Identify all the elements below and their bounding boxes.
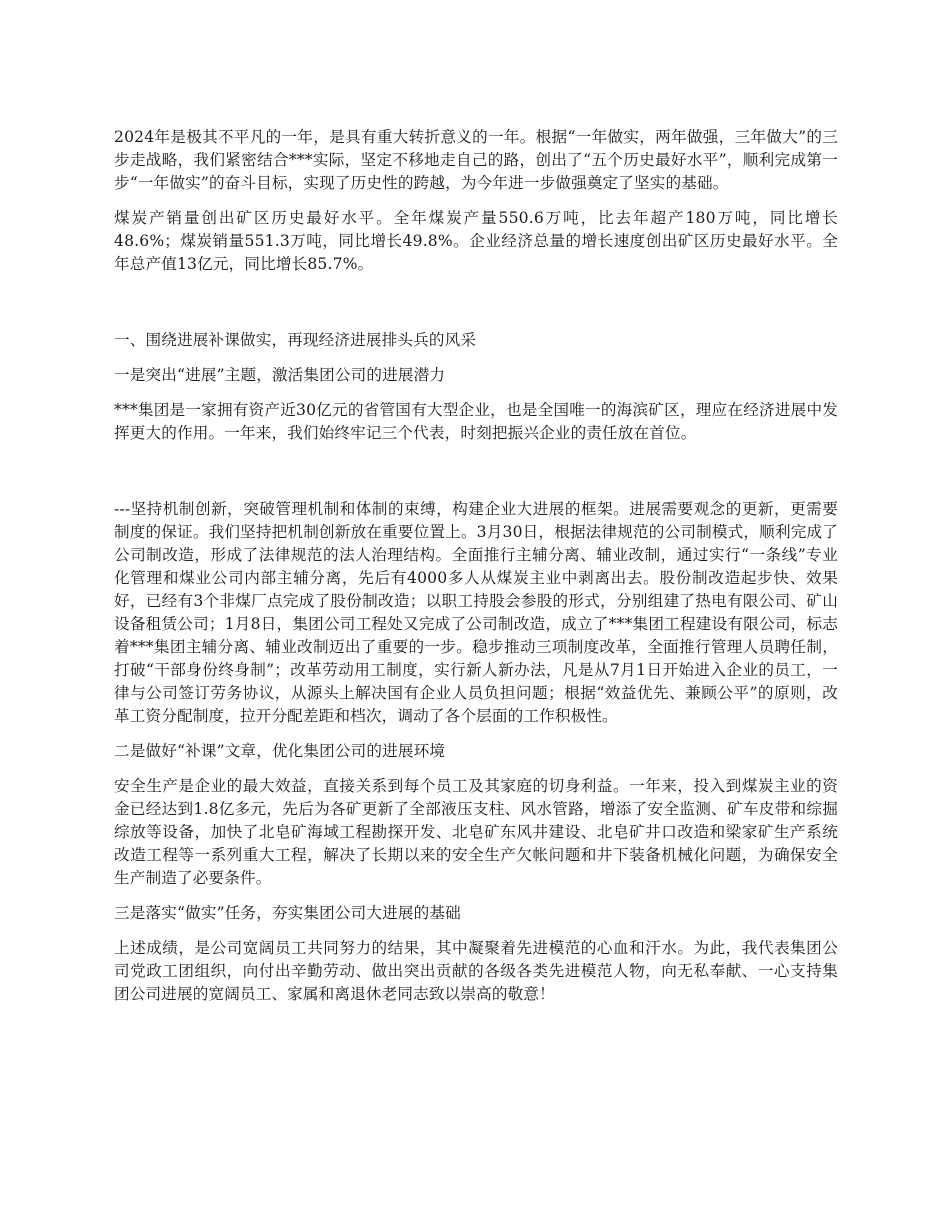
document-page [114, 126, 838, 1006]
subsection-heading-3: 三是落实“做实”任务，夯实集团公司大进展的基础 [114, 904, 461, 922]
paragraph-group-intro: ***集团是一家拥有资产近30亿元的省管国有大型企业，也是全国唯一的海滨矿区，理应在经济进展中发挥更大的作用。一年来，我们始终牢记三个代表，时刻把振兴企业的责任放在首位。 [114, 401, 838, 442]
paragraph-safety-production: 安全生产是企业的最大效益，直接关系到每个员工及其家庭的切身利益。一年来，投入到煤炭主业的资金已经达到1.8亿多元，先后为各矿更新了全部液压支柱、风水管路，增添了安全监测、矿车皮带和综掘综放等设备，加快了北皂矿海域工程勘探开发、北皂矿东风井建设、北皂矿井口改造和梁家矿生产系统改造工程等一系列重大工程，解决了长期以来的安全生产欠帐问题和井下装备机械化问题，为确保安全生产制造了必要条件。 [114, 777, 838, 887]
subsection-heading-2: 二是做好“补课”文章，优化集团公司的进展环境 [114, 742, 446, 760]
subsection-heading-1: 一是突出“进展”主题，激活集团公司的进展潜力 [114, 366, 446, 384]
section-heading-1: 一、围绕进展补课做实，再现经济进展排头兵的风采 [114, 331, 477, 349]
paragraph-mechanism-innovation: ---坚持机制创新，突破管理机制和体制的束缚，构建企业大进展的框架。进展需要观念的更新，更需要制度的保证。我们坚持把机制创新放在重要位置上。3月30日，根据法律规范的公司制模式，顺利完成了公司制改造，形成了法律规范的法人治理结构。全面推行主辅分离、辅业改制，通过实行“一条线”专业化管理和煤业公司内部主辅分离，先后有4000多人从煤炭主业中剥离出去。股份制改造起步快、效果好，已经有3个非煤厂点完成了股份制改造；以职工持股会参股的形式，分别组建了热电有限公司、矿山设备租赁公司；1月8日，集团公司工程处又完成了公司制改造，成立了***集团工程建设有限公司，标志着***集团主辅分离、辅业改制迈出了重要的一步。稳步推动三项制度改革，全面推行管理人员聘任制，打破“干部身份终身制”；改革劳动用工制度，实行新人新办法，凡是从7月1日开始进入企业的员工，一律与公司签订劳务协议，从源头上解决国有企业人员负担问题；根据“效益优先、兼顾公平”的原则，改革工资分配制度，拉开分配差距和档次，调动了各个层面的工作积极性。 [114, 500, 838, 725]
paragraph-coal-output: 煤炭产销量创出矿区历史最好水平。全年煤炭产量550.6万吨，比去年超产180万吨，同比增长48.6%；煤炭销量551.3万吨，同比增长49.8%。企业经济总量的增长速度创出矿区历史最好水平。全年总产值13亿元，同比增长85.7%。 [114, 209, 838, 273]
paragraph-acknowledgement: 上述成绩，是公司宽阔员工共同努力的结果，其中凝聚着先进模范的心血和汗水。为此，我代表集团公司党政工团组织，向付出辛勤劳动、做出突出贡献的各级各类先进模范人物，向无私奉献、一心支持集团公司进展的宽阔员工、家属和离退休老同志致以崇高的敬意！ [114, 939, 838, 1003]
paragraph-intro: 2024年是极其不平凡的一年，是具有重大转折意义的一年。根据“一年做实，两年做强，三年做大”的三步走战略，我们紧密结合***实际，坚定不移地走自己的路，创出了“五个历史最好水平”，顺利完成第一步“一年做实”的奋斗目标，实现了历史性的跨越，为今年进一步做强奠定了坚实的基础。 [114, 128, 838, 192]
